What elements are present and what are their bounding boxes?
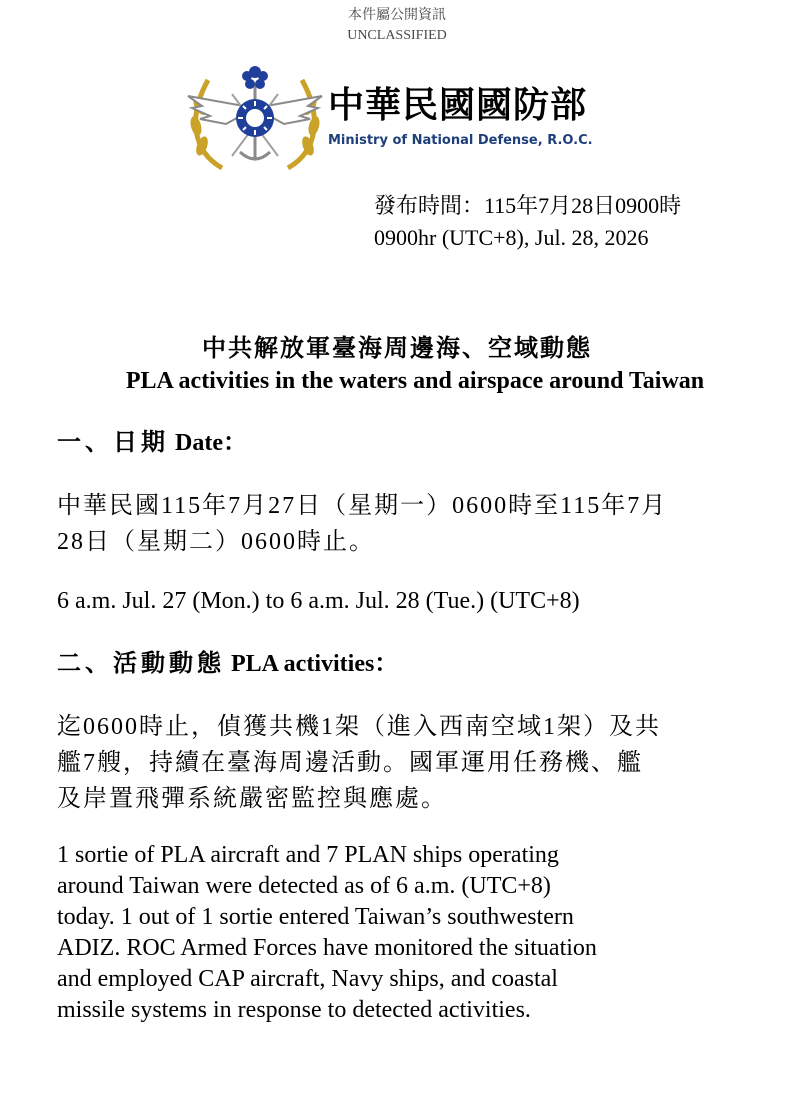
release-time-zh: 發布時間：115年7月28日0900時 [374, 193, 682, 218]
activities-heading-en: PLA activities： [231, 651, 399, 677]
mnd-emblem-icon [182, 56, 328, 176]
date-section-heading [57, 427, 247, 459]
mnd-header [182, 56, 642, 176]
classification-zh: 本件屬公開資訊 [348, 8, 446, 23]
activities-section-heading [57, 648, 398, 680]
date-heading-zh: 一、日期 [57, 430, 169, 456]
date-body-zh: 中華民國115年7月27日（星期一）0600時至115年7月 28日（星期二）0600時止。 [57, 493, 668, 555]
title-en: PLA activities in the waters and airspace around Taiwan [125, 368, 705, 394]
activities-body-en: 1 sortie of PLA aircraft and 7 PLAN ships operating around Taiwan were detected as of 6 a.m. (UTC+8) today. 1 out of 1 sortie entered Taiwan’s southwestern ADIZ. ROC Armed Forces have monitored the situation and employed CAP aircraft, Navy ships, and coastal missile systems in response to detected activities. [57, 842, 597, 1023]
page-title [0, 333, 794, 397]
title-zh: 中共解放軍臺海周邊海、空域動態 [202, 336, 592, 362]
activities-body-zh: 迄0600時止，偵獲共機1架（進入西南空域1架）及共 艦7艘，持續在臺海周邊活動。國軍運用任務機、艦 及岸置飛彈系統嚴密監控與應處。 [57, 714, 661, 812]
org-name-zh: 中華民國國防部 [328, 85, 588, 126]
date-heading-en: Date： [175, 430, 247, 456]
release-time [374, 190, 681, 254]
activities-heading-zh: 二、活動動態 [57, 651, 225, 677]
release-time-en: 0900hr (UTC+8), Jul. 28, 2026 [374, 225, 649, 250]
classification-banner [0, 6, 794, 46]
date-body-en: 6 a.m. Jul. 27 (Mon.) to 6 a.m. Jul. 28 (Tue.) (UTC+8) [57, 588, 580, 614]
org-name-en: Ministry of National Defense, R.O.C. [328, 133, 593, 148]
classification-en: UNCLASSIFIED [347, 28, 447, 43]
